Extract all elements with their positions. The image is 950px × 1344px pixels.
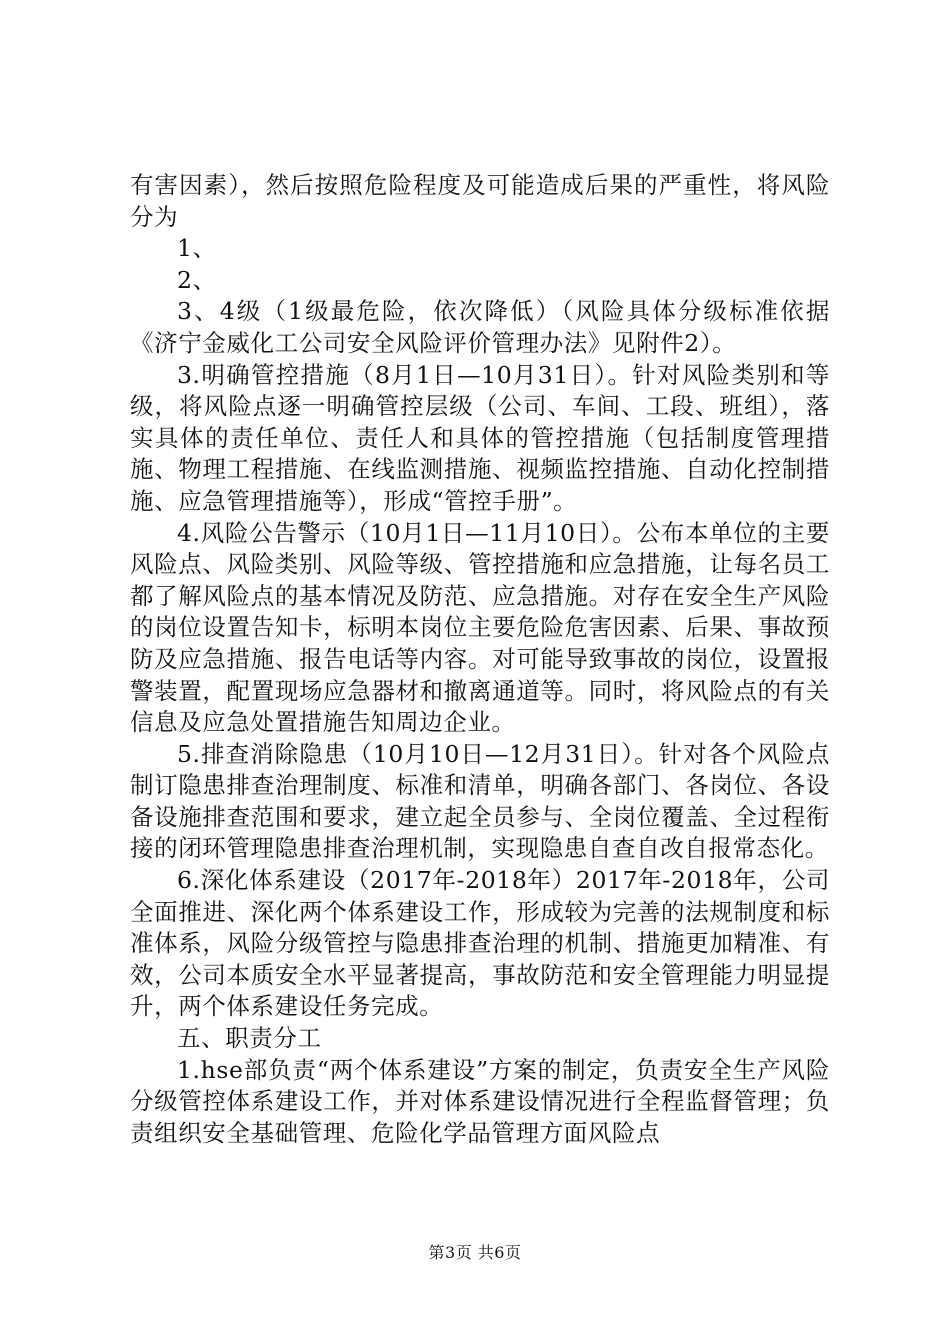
paragraph-risk-warning: 4.风险公告警示（10月1日—11月10日）。公布本单位的主要风险点、风险类别、风险等级、管控措施和应急措施，让每名员工都了解风险点的基本情况及防范、应急措施。对存在安全生产风险的岗位设置告知卡，标明本岗位主要危险危害因素、后果、事故预防及应急措施、报告电话等内容。对可能导致事故的岗位，设置报警装置，配置现场应急器材和撤离通道等。同时，将风险点的有关信息及应急处置措施告知周边企业。 <box>130 518 830 737</box>
paragraph-hse-responsibility: 1.hse部负责“两个体系建设”方案的制定，负责安全生产风险分级管控体系建设工作，并对体系建设情况进行全程监督管理；负责组织安全基础管理、危险化学品管理方面风险点 <box>130 1055 830 1147</box>
paragraph-level-2: 2、 <box>177 265 217 294</box>
page-number-footer: 第3页 共6页 <box>428 1243 522 1262</box>
paragraph-level-1: 1、 <box>177 234 217 263</box>
paragraph-control-measures: 3.明确管控措施（8月1日—10月31日）。针对风险类别和等级，将风险点逐一明确管控层级（公司、车间、工段、班组），落实具体的责任单位、责任人和具体的管控措施（包括制度管理措施、物理工程措施、在线监测措施、视频监控措施、自动化控制措施、应急管理措施等），形成“管控手册”。 <box>130 360 830 515</box>
section-heading-responsibilities: 五、职责分工 <box>177 1024 322 1053</box>
paragraph-hazard-elimination: 5.排查消除隐患（10月10日—12月31日）。针对各个风险点制订隐患排查治理制度、标准和清单，明确各部门、各岗位、各设备设施排查范围和要求，建立起全员参与、全岗位覆盖、全过程衔接的闭环管理隐患排查治理机制，实现隐患自查自改自报常态化。 <box>130 739 830 863</box>
paragraph-level-3-4: 3、4级（1级最危险，依次降低）（风险具体分级标准依据《济宁金威化工公司安全风险评价管理办法》见附件2）。 <box>130 297 830 357</box>
paragraph-system-building: 6.深化体系建设（2017年-2018年）2017年-2018年，公司全面推进、深化两个体系建设工作，形成较为完善的法规制度和标准体系，风险分级管控与隐患排查治理的机制、措施更加精准、有效，公司本质安全水平显著提高，事故防范和安全管理能力明显提升，两个体系建设任务完成。 <box>130 866 830 1021</box>
document-body <box>130 170 830 1149</box>
paragraph-continuation: 有害因素），然后按照危险程度及可能造成后果的严重性，将风险分为 <box>130 171 830 231</box>
